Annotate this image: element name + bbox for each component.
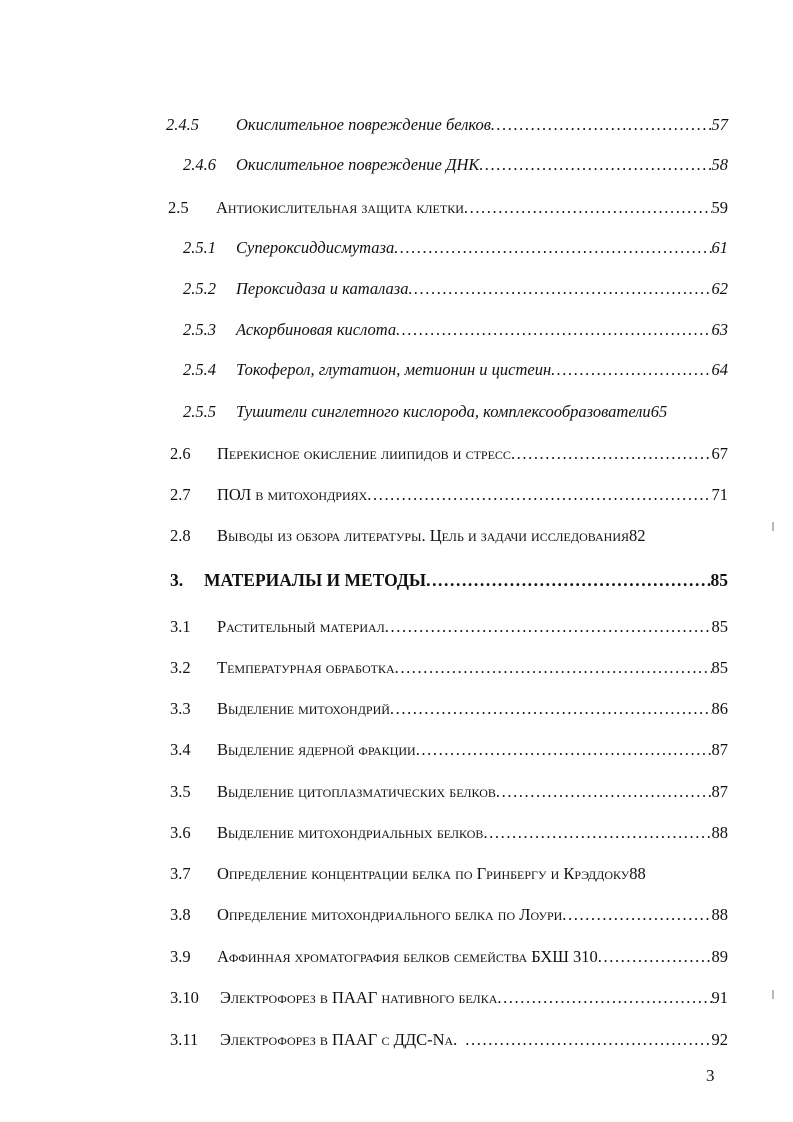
toc-entry-title: Аффинная хроматография белков семейства БХШ 310 <box>217 947 598 966</box>
toc-entry-number: 3.4 <box>170 740 191 759</box>
toc-entry-3-8 <box>170 903 728 927</box>
toc-entry-title: Выделение митохондрий <box>217 699 390 718</box>
toc-entry-title: Определение концентрации белка по Гринбергу и Крэддоку <box>217 864 630 883</box>
toc-dot-leader <box>408 277 711 301</box>
toc-dot-leader <box>394 236 711 260</box>
toc-entry-title: Выделение митохондриальных белков <box>217 823 484 842</box>
toc-entry-3-1 <box>170 615 728 639</box>
toc-entry-page: 92 <box>711 1030 728 1049</box>
toc-entry-2-4-6 <box>183 153 728 177</box>
toc-entry-page: 91 <box>711 988 728 1007</box>
toc-entry-3-6 <box>170 821 728 845</box>
toc-entry-page: 71 <box>711 485 728 504</box>
toc-entry-page: 62 <box>711 279 728 298</box>
toc-entry-number: 2.5 <box>168 198 189 217</box>
toc-entry-title: Выделение цитоплазматических белков <box>217 782 496 801</box>
toc-entry-3-3 <box>170 697 728 721</box>
toc-entry-page: 61 <box>711 238 728 257</box>
toc-dot-leader <box>562 903 711 927</box>
toc-entry-page: 85 <box>711 617 728 636</box>
toc-entry-number: 3.8 <box>170 905 191 924</box>
toc-entry-number: 2.5.3 <box>183 320 216 339</box>
toc-entry-page: 58 <box>711 155 728 174</box>
toc-dot-leader <box>598 945 712 969</box>
toc-entry-number: 3.1 <box>170 617 191 636</box>
toc-entry-page: 88 <box>711 823 728 842</box>
toc-entry-number: 2.4.5 <box>166 115 199 134</box>
toc-entry-title: Окислительное повреждение ДНК <box>236 155 480 174</box>
toc-entry-title: Тушители синглетного кислорода, комплексообразователи <box>236 402 651 421</box>
toc-entry-title: Аскорбиновая кислота <box>236 320 397 339</box>
toc-entry-3-5 <box>170 780 728 804</box>
toc-entry-title: Электрофорез в ПААГ нативного белка <box>220 988 498 1007</box>
toc-entry-number: 2.4.6 <box>183 155 216 174</box>
toc-entry-page: 85 <box>711 658 728 677</box>
toc-entry-title: Окислительное повреждение белков <box>236 115 491 134</box>
toc-dot-leader <box>395 656 712 680</box>
toc-entry-2-5-2 <box>183 277 728 301</box>
toc-entry-page: 65 <box>650 402 668 421</box>
toc-dot-leader <box>491 113 712 137</box>
toc-entry-number: 3.9 <box>170 947 191 966</box>
toc-entry-page: 87 <box>711 782 728 801</box>
toc-entry-title: Пероксидаза и каталаза <box>236 279 409 298</box>
toc-entry-number: 2.5.1 <box>183 238 216 257</box>
toc-entry-title: Выводы из обзора литературы. Цель и задачи исследования <box>217 526 629 545</box>
toc-entry-number: 3.2 <box>170 658 191 677</box>
toc-entry-number: 2.7 <box>170 485 191 504</box>
toc-entry-page: 88 <box>711 905 728 924</box>
toc-entry-2-7 <box>170 483 728 507</box>
toc-entry-title: Антиокислительная защита клетки <box>216 198 464 217</box>
toc-entry-2-5-1 <box>183 236 728 260</box>
toc-entry-number: 2.5.4 <box>183 360 216 379</box>
toc-entry-page: 57 <box>711 115 728 134</box>
toc-entry-page: 89 <box>711 947 728 966</box>
toc-entry-3-9 <box>170 945 728 969</box>
toc-dot-leader <box>416 738 712 762</box>
toc-section-3 <box>170 568 728 592</box>
toc-entry-number: 2.5.5 <box>183 402 216 421</box>
toc-entry-title: Температурная обработка <box>217 658 395 677</box>
toc-entry-2-6 <box>170 442 728 466</box>
page-number: 3 <box>706 1066 715 1085</box>
toc-dot-leader <box>465 1028 711 1052</box>
toc-entry-2-8 <box>170 524 737 548</box>
toc-entry-title: Выделение ядерной фракции <box>217 740 416 759</box>
toc-dot-leader <box>483 821 711 845</box>
toc-entry-title: Перекисное окисление лиипидов и стресс <box>217 444 511 463</box>
toc-entry-title: Токоферол, глутатион, метионин и цистеин <box>236 360 552 379</box>
toc-entry-number: 2.6 <box>170 444 191 463</box>
scan-edge-mark <box>772 990 774 999</box>
toc-entry-3-10 <box>170 986 728 1010</box>
toc-dot-leader <box>396 318 711 342</box>
toc-entry-2-5-4 <box>183 358 728 382</box>
toc-entry-page: 87 <box>711 740 728 759</box>
toc-dot-leader <box>496 780 712 804</box>
toc-entry-2-5-3 <box>183 318 728 342</box>
toc-entry-2-4-5 <box>166 113 728 137</box>
toc-dot-leader <box>385 615 712 639</box>
toc-entry-3-2 <box>170 656 728 680</box>
toc-entry-title: ПОЛ в митохондриях <box>217 485 368 504</box>
toc-entry-number: 2.5.2 <box>183 279 216 298</box>
toc-entry-number: 3.10 <box>170 988 199 1007</box>
toc-dot-leader <box>464 196 712 220</box>
toc-dot-leader <box>511 442 712 466</box>
toc-dot-leader <box>551 358 711 382</box>
toc-entry-title: Определение митохондриального белка по Лоури <box>217 905 563 924</box>
toc-entry-number: 3.3 <box>170 699 191 718</box>
toc-entry-title: Растительный материал <box>217 617 385 636</box>
toc-entry-number: 3.11 <box>170 1030 199 1049</box>
toc-entry-page: 59 <box>711 198 728 217</box>
toc-dot-leader <box>390 697 712 721</box>
toc-entry-title: Электрофорез в ПААГ с ДДС-Na. <box>220 1030 458 1049</box>
toc-entry-3-11 <box>170 1028 728 1052</box>
toc-entry-page: 86 <box>711 699 728 718</box>
toc-dot-leader <box>479 153 711 177</box>
toc-dot-leader <box>497 986 711 1010</box>
toc-entry-number: 3.7 <box>170 864 191 883</box>
toc-entry-number: 3.5 <box>170 782 191 801</box>
toc-entry-page: 63 <box>711 320 728 339</box>
toc-entry-title: Супероксиддисмутаза <box>236 238 395 257</box>
scan-edge-mark <box>772 522 774 531</box>
toc-entry-number: 3.6 <box>170 823 191 842</box>
toc-entry-3-4 <box>170 738 728 762</box>
toc-entry-page: 88 <box>629 864 646 883</box>
toc-dot-leader <box>426 568 710 592</box>
toc-entry-page: 82 <box>629 526 646 545</box>
toc-entry-3-7 <box>170 862 737 886</box>
toc-entry-number: 3. <box>170 570 184 590</box>
toc-dot-leader <box>367 483 711 507</box>
toc-entry-page: 85 <box>710 570 728 590</box>
toc-entry-2-5 <box>168 196 728 220</box>
toc-entry-number: 2.8 <box>170 526 191 545</box>
toc-entry-title: МАТЕРИАЛЫ И МЕТОДЫ <box>204 570 427 590</box>
toc-entry-2-5-5 <box>183 400 728 424</box>
toc-entry-page: 67 <box>711 444 728 463</box>
toc-entry-page: 64 <box>711 360 728 379</box>
